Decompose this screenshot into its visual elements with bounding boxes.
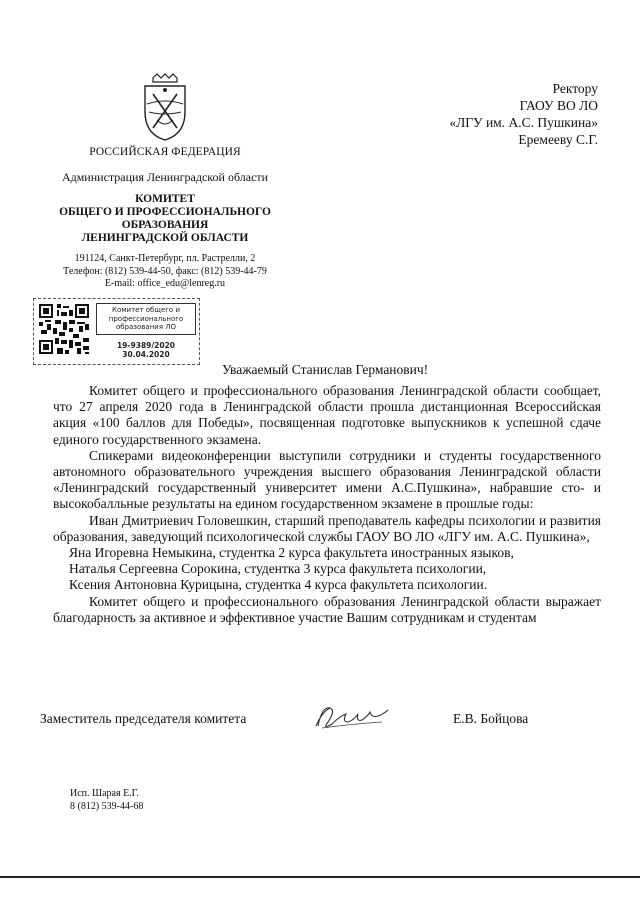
registration-stamp [33, 298, 200, 365]
stamp-org-box [96, 303, 196, 335]
executor-name: Исп. Шарая Е.Г. [70, 788, 139, 799]
stamp-registration [96, 341, 196, 359]
body-paragraph: Наталья Сергеевна Сорокина, студентка 3 курса факультета психологии, [69, 561, 487, 577]
stamp-org-line: образования ЛО [115, 323, 177, 331]
stamp-org-line: профессионального [108, 314, 184, 323]
recipient-block [378, 80, 598, 148]
letterhead [40, 72, 290, 291]
handwritten-signature [312, 700, 402, 734]
committee-line: КОМИТЕТ [135, 193, 195, 205]
country-name: РОССИЙСКАЯ ФЕДЕРАЦИЯ [89, 146, 241, 158]
administration-name: Администрация Ленинградской области [61, 170, 269, 184]
contact-block [40, 253, 290, 291]
body-paragraph: Иван Дмитриевич Головешкин, старший преподаватель кафедры психологии и развития образования, заведующий психологической службы ГАОУ ВО ЛО «ЛГУ им. А.С. Пушкина», [53, 512, 601, 544]
stamp-reg-number: 19-9389/2020 [116, 340, 176, 350]
scan-edge-line [0, 876, 640, 878]
committee-line: ОБЩЕГО И ПРОФЕССИОНАЛЬНОГО [59, 206, 271, 218]
recipient-line: ГАОУ ВО ЛО [519, 98, 598, 113]
phone-line: Телефон: (812) 539-44-50, факс: (812) 539-44-79 [63, 265, 267, 277]
executor-phone: 8 (812) 539-44-68 [70, 801, 144, 812]
address-line: 191124, Санкт-Петербург, пл. Растрелли, 2 [74, 253, 256, 264]
recipient-line: Еремееву С.Г. [518, 132, 598, 147]
qr-code-icon [39, 304, 89, 354]
committee-line: ОБРАЗОВАНИЯ [121, 219, 209, 231]
letter-body [53, 383, 601, 626]
body-paragraph: Спикерами видеоконференции выступили сотрудники и студенты государственного автономного образовательного учреждения высшего образования Ленинградской области «Ленинградский государственный университет имени А.С.Пушкина», набравшие сто- и высокобалльные результаты на едином государственном экзамене в прошлые годы: [53, 447, 601, 512]
signatory-title: Заместитель председателя комитета [40, 711, 247, 726]
signatory-name: Е.В. Бойцова [453, 711, 529, 726]
executor-block [70, 787, 143, 813]
body-paragraph: Яна Игоревна Немыкина, студентка 2 курса факультета иностранных языков, [69, 545, 514, 561]
stamp-text [96, 303, 196, 359]
greeting: Уважаемый Станислав Германович! [222, 362, 429, 377]
committee-line: ЛЕНИНГРАДСКОЙ ОБЛАСТИ [81, 232, 249, 244]
stamp-org-line: Комитет общего и [111, 306, 180, 314]
body-paragraph: Комитет общего и профессионального образования Ленинградской области сообщает, что 27 апреля 2020 года в Ленинградской области прошла дистанционная Всероссийская акция «100 баллов для Победы», посвященная подготовке выпускников к успешной сдаче единого государственного экзамена. [53, 383, 601, 447]
body-paragraph: Ксения Антоновна Курицына, студентка 4 курса факультета психологии. [69, 577, 488, 593]
coat-of-arms-icon [135, 72, 195, 142]
stamp-reg-date: 30.04.2020 [122, 349, 170, 359]
committee-name [40, 193, 290, 245]
body-paragraph: Комитет общего и профессионального образования Ленинградской области выражает благодарность за активное и эффективное участие Вашим сотрудникам и студентам [53, 593, 601, 625]
recipient-line: Ректору [552, 81, 598, 96]
recipient-line: «ЛГУ им. А.С. Пушкина» [449, 115, 598, 130]
email-line: E-mail: office_edu@lenreg.ru [104, 278, 226, 289]
